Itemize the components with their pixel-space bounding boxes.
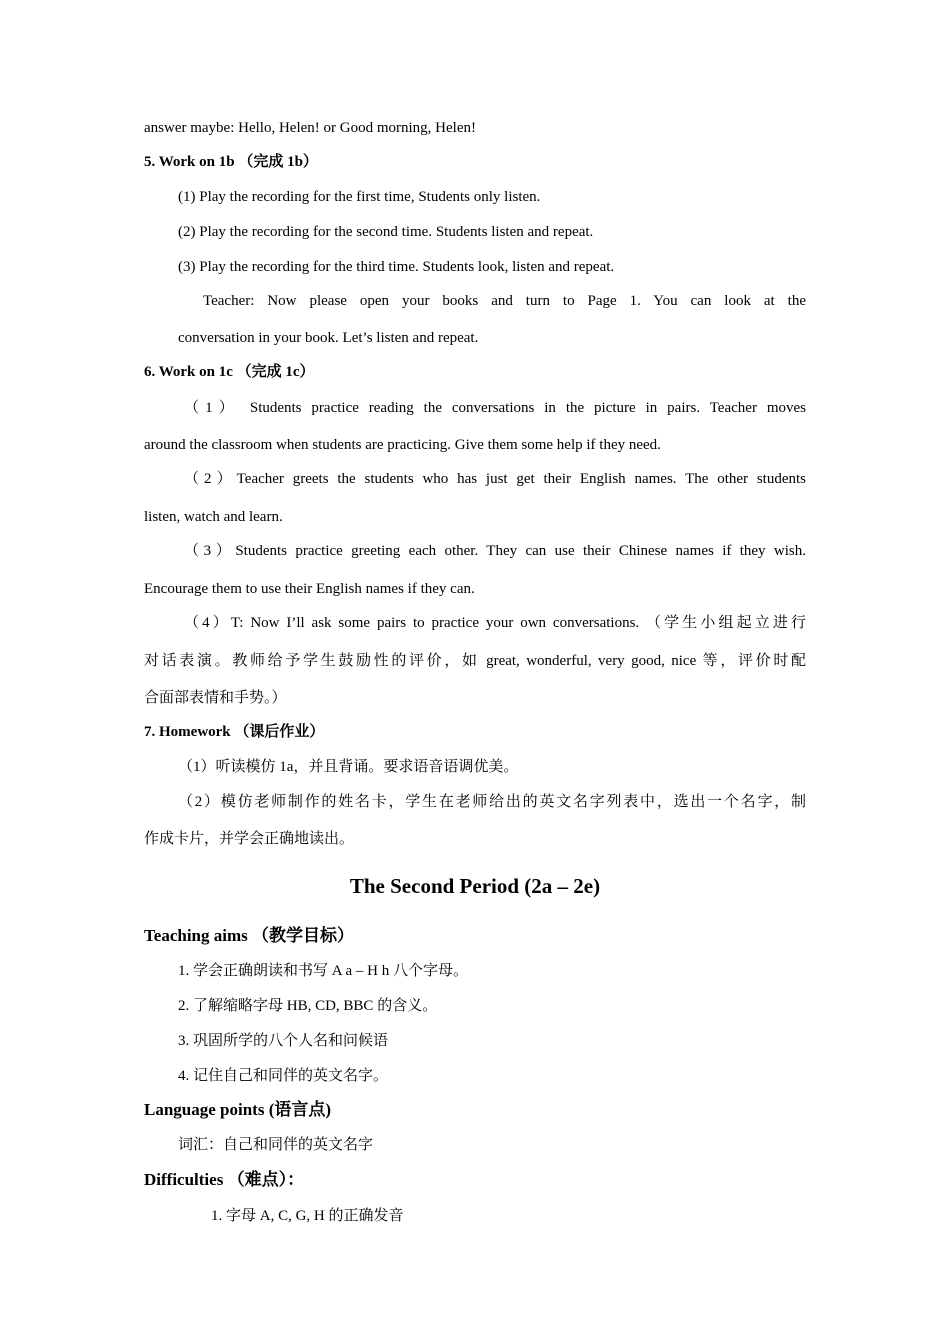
text-line: （1） Students practice reading the conversations in the picture in pairs. Teacher moves: [184, 400, 806, 416]
text-line: answer maybe: Hello, Helen! or Good morning, Helen!: [144, 120, 476, 136]
text-line: conversation in your book. Let’s listen and repeat.: [178, 330, 479, 346]
list-item: 3. 巩固所学的八个人名和问候语: [178, 1033, 389, 1049]
text-line: 合面部表情和手势。）: [144, 690, 287, 706]
list-item: （2）模仿老师制作的姓名卡，学生在老师给出的英文名字列表中，选出一个名字，制: [178, 794, 806, 810]
list-item: (2) Play the recording for the second time. Students listen and repeat.: [178, 224, 594, 240]
section-heading: Teaching aims （教学目标）: [144, 926, 355, 945]
list-item: （1）听读模仿 1a，并且背诵。要求语音语调优美。: [178, 759, 519, 775]
text-line: Teacher: Now please open your books and turn to Page 1. You can look at the: [203, 293, 806, 309]
text-line: 词汇：自己和同伴的英文名字: [178, 1137, 374, 1153]
text-line: around the classroom when students are practicing. Give them some help if they need.: [144, 437, 661, 453]
section-heading: 7. Homework （课后作业）: [144, 724, 325, 740]
text-line: （4）T: Now I’ll ask some pairs to practice your own conversations. （学生小组起立进行: [184, 615, 806, 631]
text-line: （3）Students practice greeting each other. They can use their Chinese names if they wish.: [184, 543, 806, 559]
section-heading: 6. Work on 1c （完成 1c）: [144, 364, 315, 380]
text-line: 作成卡片，并学会正确地读出。: [144, 831, 355, 847]
list-item: 1. 字母 A, C, G, H 的正确发音: [211, 1208, 404, 1224]
section-heading: Language points (语言点): [144, 1100, 332, 1119]
list-item: (1) Play the recording for the first time, Students only listen.: [178, 189, 541, 205]
section-heading: Difficulties （难点）：: [144, 1170, 305, 1189]
page-title: The Second Period (2a – 2e): [349, 874, 601, 898]
list-item: 2. 了解缩略字母 HB, CD, BBC 的含义。: [178, 998, 438, 1014]
list-item: (3) Play the recording for the third time. Students look, listen and repeat.: [178, 259, 615, 275]
text-line: listen, watch and learn.: [144, 509, 283, 525]
list-item: 1. 学会正确朗读和书写 A a – H h 八个字母。: [178, 963, 468, 979]
section-heading: 5. Work on 1b （完成 1b）: [144, 154, 318, 170]
text-line: （2）Teacher greets the students who has just get their English names. The other students: [184, 471, 806, 487]
text-line: 对话表演。教师给予学生鼓励性的评价，如 great, wonderful, very good, nice 等，评价时配: [144, 653, 806, 669]
text-line: Encourage them to use their English names if they can.: [144, 581, 475, 597]
list-item: 4. 记住自己和同伴的英文名字。: [178, 1068, 389, 1084]
